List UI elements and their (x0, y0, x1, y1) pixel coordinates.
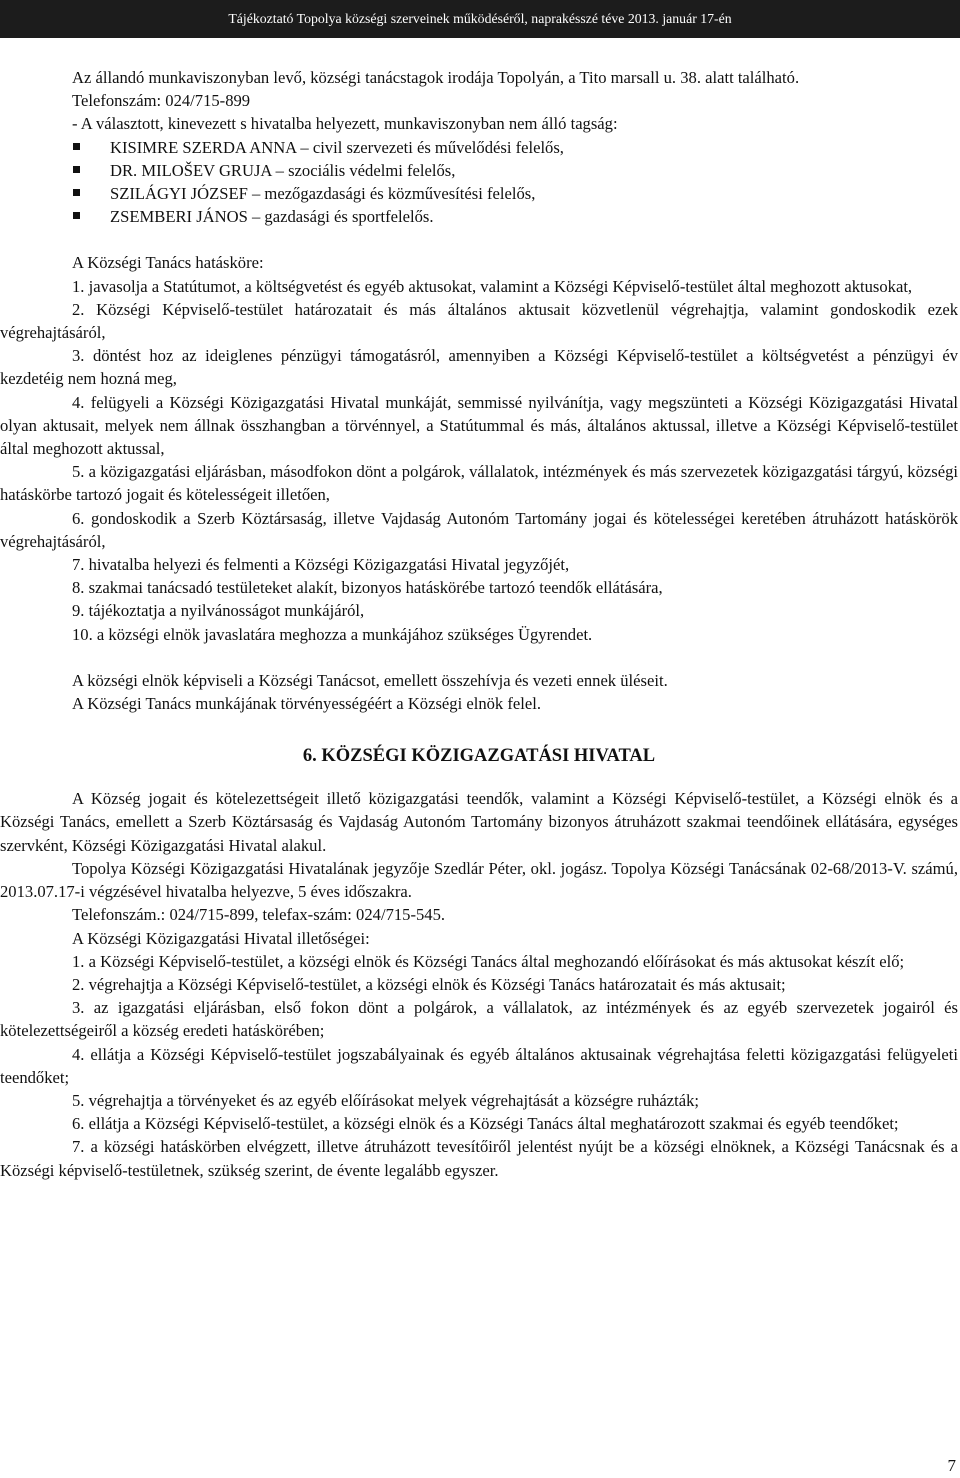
council-item: 9. tájékoztatja a nyilvánosságot munkájáról, (72, 601, 365, 621)
office-item: 4. ellátja a Községi Képviselő-testület jogszabályainak és egyéb általános aktusainak végrehajtása feletti közigazgatási felügyeleti teendőket; (0, 1044, 958, 1087)
council-item: 3. döntést hoz az ideiglenes pénzügyi támogatásról, amennyiben a Községi Képviselő-testület a költségvetést a pénzügyi év kezdetéig nem hozná meg, (0, 346, 958, 389)
square-bullet-icon (73, 143, 80, 150)
members-list (0, 136, 958, 229)
council-item: 5. a közigazgatási eljárásban, másodfokon dönt a polgárok, vállalatok, intézmények és más szervezetek közigazgatási tárgyú, községi hatáskörbe tartozó jogait és kötelességeit illetően, (0, 462, 958, 505)
office-item: 2. végrehajtja a Községi Képviselő-testület, a községi elnök és Községi Tanács határozatait és más aktusait; (72, 974, 786, 994)
office-item: 7. a községi hatáskörben elvégzett, illetve átruházott tevesítőiről jelentést nyújt be a községi elnöknek, a Községi Tanácsnak és a Községi képviselő-testületnek, szükség szerint, de évente legalább egyszer. (0, 1137, 958, 1180)
office-paragraph: A Község jogait és kötelezettségeit illető közigazgatási teendők, valamint a Községi Képviselő-testület, a Községi elnök és a Községi Tanács, emellett a Szerb Köztársaság és Vajdaság Autonóm Tartomány bizonyos átruházott szakmai teendőinek ellátására, egységes szervként, Községi Közigazgatási Hivatal alakul. (0, 789, 958, 855)
office-location-text: Az állandó munkaviszonyban levő, községi tanácstagok irodája Topolyán, a Tito marsall u. 38. alatt található. (72, 68, 800, 87)
council-item: 7. hivatalba helyezi és felmenti a Községi Közigazgatási Hivatal jegyzőjét, (72, 555, 570, 575)
office-item: 3. az igazgatási eljárásban, első fokon dönt a polgárok, a vállalatok, az intézmények és az egyéb szervezetek jogairól és kötelezettségeiről a község eredeti hatáskörében; (0, 998, 958, 1041)
council-item: 8. szakmai tanácsadó testületeket alakít, bizonyos hatáskörébe tartozó teendők ellátására, (72, 578, 663, 598)
council-closing: A Községi Tanács munkájának törvényességéért a Községi elnök felel. (72, 694, 541, 714)
member-item: DR. MILOŠEV GRUJA – szociális védelmi felelős, (0, 159, 958, 182)
council-item: 4. felügyeli a Községi Közigazgatási Hivatal munkáját, semmissé nyilvánítja, vagy megszünteti a Községi Közigazgatási Hivatal olyan aktusait, melyek nem állnak összhangban a törvénnyel, a Statútummal és más, általános aktussal, illetve a Községi Képviselő-testület által meghozott aktussal, (0, 392, 958, 459)
council-item: 6. gondoskodik a Szerb Köztársaság, illetve Vajdaság Autonóm Tartomány jogai és kötelességei keretében átruházott hatáskörök végrehajtásáról, (0, 508, 958, 551)
phone-text: Telefonszám: 024/715-899 (72, 91, 251, 111)
council-item: 1. javasolja a Statútumot, a költségvetést és egyéb aktusokat, valamint a Községi Képviselő-testület által meghozott aktusokat, (72, 276, 913, 296)
office-paragraph: Telefonszám.: 024/715-899, telefax-szám: 024/715-545. (72, 905, 446, 925)
square-bullet-icon (73, 212, 80, 219)
member-item: ZSEMBERI JÁNOS – gazdasági és sportfelelős. (0, 205, 958, 228)
header-title: Tájékoztató Topolya községi szerveinek működéséről, naprakésszé téve 2013. január 17-én (228, 11, 732, 26)
office-item: 5. végrehajtja a törvényeket és az egyéb előírásokat melyek végrehajtását a községre ruházták; (72, 1090, 700, 1110)
office-item: 6. ellátja a Községi Képviselő-testület, a községi elnök és a Községi Tanács által meghatározott szakmai és egyéb teendőket; (72, 1114, 899, 1134)
office-item: 1. a Községi Képviselő-testület, a községi elnök és Községi Tanács által meghozandó előírásokat és más aktusokat készít elő; (72, 951, 905, 971)
member-item: SZILÁGYI JÓZSEF – mezőgazdasági és közművesítési felelős, (0, 182, 958, 205)
council-item: 10. a községi elnök javaslatára meghozza a munkájához szükséges Ügyrendet. (72, 624, 593, 644)
office-paragraph: A Községi Közigazgatási Hivatal illetőségei: (72, 928, 370, 948)
council-item: 2. Községi Képviselő-testület határozatait és más általános aktusait közvetlenül végrehajtja, valamint gondoskodik ezek végrehajtásáról, (0, 299, 958, 343)
section-heading: 6. KÖZSÉGI KÖZIGAZGATÁSI HIVATAL (302, 746, 656, 767)
council-heading: A Községi Tanács hatásköre: (72, 253, 264, 273)
square-bullet-icon (73, 166, 80, 173)
members-intro: - A választott, kinevezett s hivatalba helyezett, munkaviszonyban nem álló tagság: (72, 114, 618, 134)
page-number: 7 (947, 1456, 956, 1475)
member-item: KISIMRE SZERDA ANNA – civil szervezeti és művelődési felelős, (0, 136, 958, 159)
council-closing: A községi elnök képviseli a Községi Tanácsot, emellett összehívja és vezeti ennek üléseit. (72, 670, 668, 690)
office-paragraph: Topolya Községi Közigazgatási Hivatalának jegyzője Szedlár Péter, okl. jogász. Topolya Községi Tanácsának 02-68/2013-V. számú, 2013.07.17-i végzésével hivatalba helyezve, 5 éves időszakra. (0, 858, 958, 902)
document-body (0, 66, 958, 1182)
square-bullet-icon (73, 189, 80, 196)
document-header (0, 0, 960, 38)
